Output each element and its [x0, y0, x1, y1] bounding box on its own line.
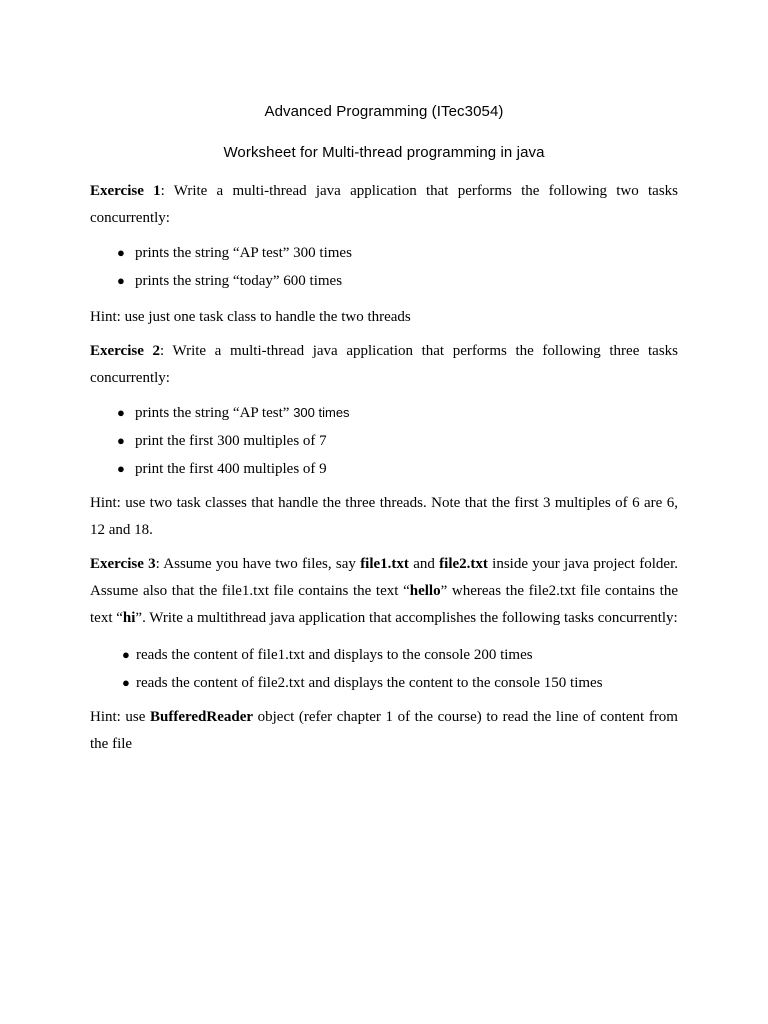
exercise-1-task-list	[117, 243, 352, 299]
bullet-icon: ●	[117, 273, 125, 288]
list-item: ● prints the string “today” 600 times	[117, 273, 343, 289]
bullet-icon: ●	[117, 433, 125, 448]
hello-text: hello	[409, 583, 441, 599]
exercise-1-label: Exercise 1	[90, 183, 161, 199]
exercise-2-description	[90, 338, 678, 392]
exercise-3-task-list	[122, 645, 603, 701]
exercise-2-hint: Hint: use two task classes that handle the three threads. Note that the first 3 multiples of 6 are 6, 12 and 18.	[90, 495, 678, 538]
list-item: ● prints the string “AP test” 300 times	[117, 405, 350, 421]
file2-name: file2.txt	[439, 556, 488, 572]
list-item: ● reads the content of file2.txt and displays the content to the console 150 times	[122, 675, 603, 691]
exercise-1-hint: Hint: use just one task class to handle the two threads	[90, 309, 411, 325]
list-item: ● prints the string “AP test” 300 times	[117, 245, 352, 261]
exercise-3-hint: Hint: use BufferedReader object (refer chapter 1 of the course) to read the line of content from the file	[90, 709, 678, 752]
exercise-2-task-list	[117, 403, 350, 487]
exercise-1-description	[90, 178, 678, 232]
bullet-icon: ●	[122, 647, 130, 662]
document-subtitle: Worksheet for Multi-thread programming in java	[223, 144, 545, 161]
exercise-2-label: Exercise 2	[90, 343, 160, 359]
document-title: Advanced Programming (ITec3054)	[264, 103, 504, 120]
bullet-icon: ●	[122, 675, 130, 690]
bufferedreader-term: BufferedReader	[150, 709, 254, 725]
file1-name: file1.txt	[360, 556, 409, 572]
bullet-icon: ●	[117, 461, 125, 476]
list-item: ● print the first 300 multiples of 7	[117, 433, 327, 449]
bullet-icon: ●	[117, 405, 125, 420]
exercise-3-description: Exercise 3: Assume you have two files, say file1.txt and file2.txt inside your java project folder. Assume also that the file1.txt file contains the text “hello” whereas the file2.txt file contains the text “hi”. Write a multithread java application that accomplishes the following tasks concurrently:	[90, 556, 678, 626]
hi-text: hi	[122, 610, 136, 626]
bullet-icon: ●	[117, 245, 125, 260]
exercise-1-text: : Write a multi-thread java application that performs the following two tasks concurrently:	[90, 183, 678, 226]
exercise-3-label: Exercise 3	[90, 556, 156, 572]
list-item: ● print the first 400 multiples of 9	[117, 461, 327, 477]
list-item: ● reads the content of file1.txt and displays to the console 200 times	[122, 647, 533, 663]
exercise-2-text: : Write a multi-thread java application that performs the following three tasks concurrently:	[90, 343, 678, 386]
